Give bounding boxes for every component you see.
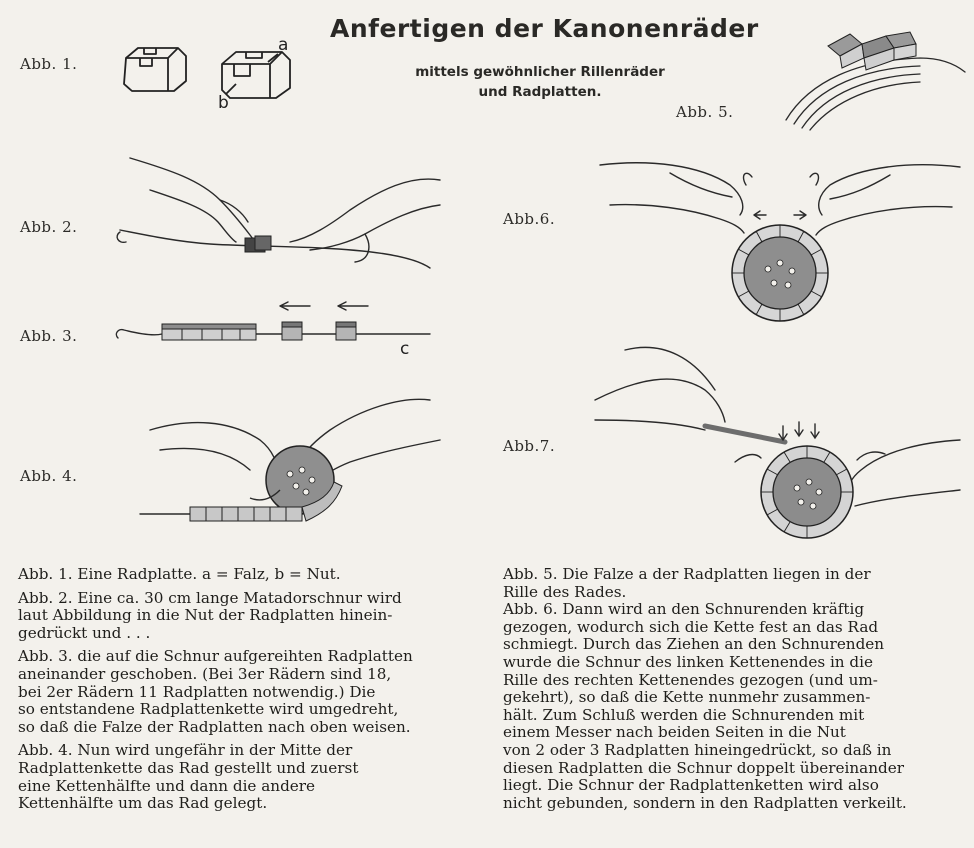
caption-line: Radplattenkette das Rad gestellt und zuerst [18,758,359,777]
caption-abb3 [18,648,473,736]
cord-end-right [857,452,885,460]
figure-label-abb4: Abb. 4. [20,467,78,485]
plate-in-hands [245,236,271,252]
figure-abb3-plates-on-cord [110,300,440,360]
right-hand-outline [300,399,430,460]
letter-c: c [400,339,410,359]
cord-end-right [810,173,818,185]
caption-abb6 [503,601,963,812]
right-hand-outline [849,440,961,496]
figure-abb6-pulling-cord [590,145,970,325]
left-hand-outline [595,379,725,422]
push-arrow-1 [280,302,310,310]
caption-line: laut Abbildung in die Nut der Radplatten hinein- [18,606,393,625]
cord [120,230,430,268]
figure-label-abb1: Abb. 1. [20,55,78,73]
subtitle-line: mittels gewöhnlicher Rillenräder [415,64,665,80]
figure-abb7-knife [585,330,970,550]
caption-line: gedrückt und . . . [18,623,151,642]
rim-plates [828,32,916,70]
caption-line: aneinander geschoben. (Bei 3er Rädern sind 18, [18,664,392,683]
caption-abb5 [503,566,963,601]
right-hand-outline [819,165,960,215]
caption-line: Abb. 4. Nun wird ungefähr in der Mitte der [18,741,353,760]
loose-plates [282,322,356,340]
caption-line: Abb. 5. Die Falze a der Radplatten liegen in der [503,565,871,583]
knife-blade [705,426,785,442]
figure-label-abb5: Abb. 5. [676,103,734,121]
plate-chain [162,324,256,340]
figure-label-abb3: Abb. 3. [20,327,78,345]
caption-abb4 [18,742,473,812]
caption-line: Abb. 6. Dann wird an den Schnurenden kräftig [503,600,865,619]
letter-a: a [278,35,289,55]
caption-line: Rille des Rades. [503,582,627,601]
wheel-plate-right [222,52,290,98]
left-hand-outline [150,423,278,486]
caption-line: diesen Radplatten die Schnur doppelt übereinander [503,758,904,777]
caption-line: eine Kettenhälfte und dann die andere [18,776,316,795]
wheel-plate-left [124,48,186,91]
caption-line: gekehrt), so daß die Kette nunmehr zusammen- [503,688,871,707]
caption-line: Abb. 3. die auf die Schnur aufgereihten Radplatten [18,647,413,666]
figure-abb1-wheel-plates [118,36,298,116]
cord-end-left [744,173,752,185]
cord-left [116,330,162,338]
caption-line: schmiegt. Durch das Ziehen an den Schnurenden [503,635,885,654]
caption-line: Abb. 1. Eine Radplatte. a = Falz, b = Nut. [18,565,341,583]
figure-abb5-rim-detail [780,20,970,130]
cord-end-left [735,455,761,462]
captions-right [503,566,963,812]
press-arrow-3 [811,424,819,438]
caption-line: so entstandene Radplattenkette wird umgedreht, [18,700,399,719]
press-arrow-2 [795,422,803,436]
caption-line: gezogen, wodurch sich die Kette fest an das Rad [503,617,879,636]
letter-b: b [218,93,229,113]
press-arrow-1 [779,426,787,440]
caption-line: wurde die Schnur des linken Kettenendes in die [503,652,873,671]
pull-arrow-right [794,211,806,219]
figure-abb4-wheel-on-chain [130,390,460,540]
caption-abb1 [18,566,473,584]
figure-abb2-hands-cord [110,150,460,280]
caption-line: nicht gebunden, sondern in den Radplatten verkeilt. [503,793,907,812]
caption-line: hält. Zum Schluß werden die Schnurenden mit [503,705,865,724]
pull-arrow-left [754,211,766,219]
caption-line: so daß die Falze der Radplatten nach oben weisen. [18,717,411,736]
wheel [744,237,816,309]
push-arrow-2 [338,302,368,310]
subtitle-line: und Radplatten. [478,84,602,100]
caption-line: Abb. 2. Eine ca. 30 cm lange Matadorschnur wird [18,588,402,607]
caption-line: liegt. Die Schnur der Radplattenketten wird also [503,776,879,795]
page-subtitle [380,62,700,102]
figure-label-abb2: Abb. 2. [20,218,78,236]
caption-line: einem Messer nach beiden Seiten in die Nut [503,723,846,742]
caption-line: von 2 oder 3 Radplatten hineingedrückt, so daß in [503,740,892,759]
caption-line: Rille des rechten Kettenendes gezogen (und um- [503,670,878,689]
caption-line: bei 2er Rädern 11 Radplatten notwendig.) Die [18,682,376,701]
wheel [773,458,841,526]
page-title: Anfertigen der Kanonenräder [330,14,759,43]
left-hand-outline [130,158,260,246]
caption-abb2 [18,590,473,643]
captions-left [18,566,473,819]
figure-label-abb6: Abb.6. [503,210,556,228]
figure-label-abb7: Abb.7. [503,437,556,455]
caption-line: Kettenhälfte um das Rad gelegt. [18,794,268,813]
